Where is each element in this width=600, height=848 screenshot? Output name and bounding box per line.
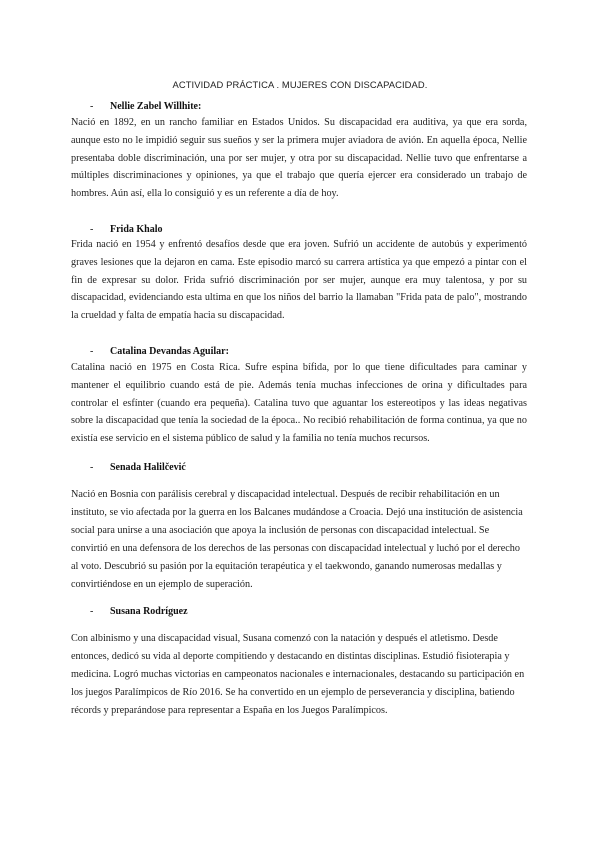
section-heading-nellie xyxy=(90,101,201,112)
section-heading-catalina xyxy=(90,346,229,357)
section-text-nellie: Nació en 1892, en un rancho familiar en Estados Unidos. Su discapacidad era auditiva, ya que era sorda, aunque esto no le impidió seguir sus sueños y ser la primera mujer aviadora de avión. En aquella época, Nellie presentaba doble discriminación, una por ser mujer, y otra por su discapacidad. Nellie tuvo que enfrentarse a múltiples discriminaciones y opiniones, ya que el trabajo que quería ejercer era considerado un trabajo de hombres. Aún así, ella lo consiguió y es un referente a día de hoy. xyxy=(71,117,527,200)
bullet-dash: - xyxy=(90,346,94,357)
section-text-senada: Nació en Bosnia con parálisis cerebral y discapacidad intelectual. Después de recibir rehabilitación en un instituto, se vio afectada por la guerra en los Balcanes mudándose a Croacia. Dejó una institución de asistencia social para unirse a una asociación que apoya la inclusión de personas con discapacidad intelectual. Se convirtió en una defensora de los derechos de las personas con discapacidad intelectual y luchó por el derecho al voto. Descubrió su pasión por la equitación terapéutica y el taekwondo, ganando numerosas medallas y convirtiéndose en un ejemplo de superación. xyxy=(71,489,523,590)
bullet-dash: - xyxy=(90,101,94,112)
section-heading-susana xyxy=(90,606,188,617)
section-heading-frida xyxy=(90,224,163,235)
section-name: Senada Halilčević xyxy=(110,462,186,473)
section-name: Nellie Zabel Willhite: xyxy=(110,101,202,112)
document-title: ACTIVIDAD PRÁCTICA . MUJERES CON DISCAPACIDAD. xyxy=(172,79,428,90)
section-name: Susana Rodríguez xyxy=(110,606,188,617)
section-heading-senada xyxy=(90,462,186,473)
section-text-frida: Frida nació en 1954 y enfrentó desafíos desde que era joven. Sufrió un accidente de autobús y experimentó graves lesiones que la dejaron en cama. Este episodio marcó su carrera artística ya que empezó a pintar con el fin de expresar su dolor. Frida sufrió discriminación por ser mujer, aunque era muy talentosa, y por su discapacidad, evidenciando esta ultima en que los niños del barrio la llamaban "Frida pata de palo", mostrando la crueldad y falta de empatía hacia su discapacidad. xyxy=(71,239,527,322)
section-text-catalina: Catalina nació en 1975 en Costa Rica. Sufre espina bífida, por lo que tiene dificultades para caminar y mantener el equilibrio cuando está de pie. Además tenía muchas infecciones de orina y dificultades para controlar el esfínter (cuando era pequeña). Catalina tuvo que aguantar los estereotipos y las ideas negativas sobre la discapacidad que tenía la sociedad de la época.. No recibió rehabilitación de forma continua, ya que no existía ese servicio en el sistema público de salud y la familia no tenía muchos recursos. xyxy=(71,362,527,445)
section-name: Frida Khalo xyxy=(110,224,163,235)
bullet-dash: - xyxy=(90,462,94,473)
section-name: Catalina Devandas Aguilar: xyxy=(110,346,229,357)
bullet-dash: - xyxy=(90,224,94,235)
bullet-dash: - xyxy=(90,606,94,617)
section-text-susana: Con albinismo y una discapacidad visual, Susana comenzó con la natación y después el atletismo. Desde entonces, dedicó su vida al deporte compitiendo y destacando en distintas disciplinas. Estudió fisioterapia y medicina. Logró muchas victorias en campeonatos nacionales e internacionales, destacando su participación en los juegos Paralímpicos de Río 2016. Se ha convertido en un ejemplo de perseverancia y disciplina, batiendo récords y preparándose para representar a España en los Juegos Paralímpicos. xyxy=(71,633,525,716)
